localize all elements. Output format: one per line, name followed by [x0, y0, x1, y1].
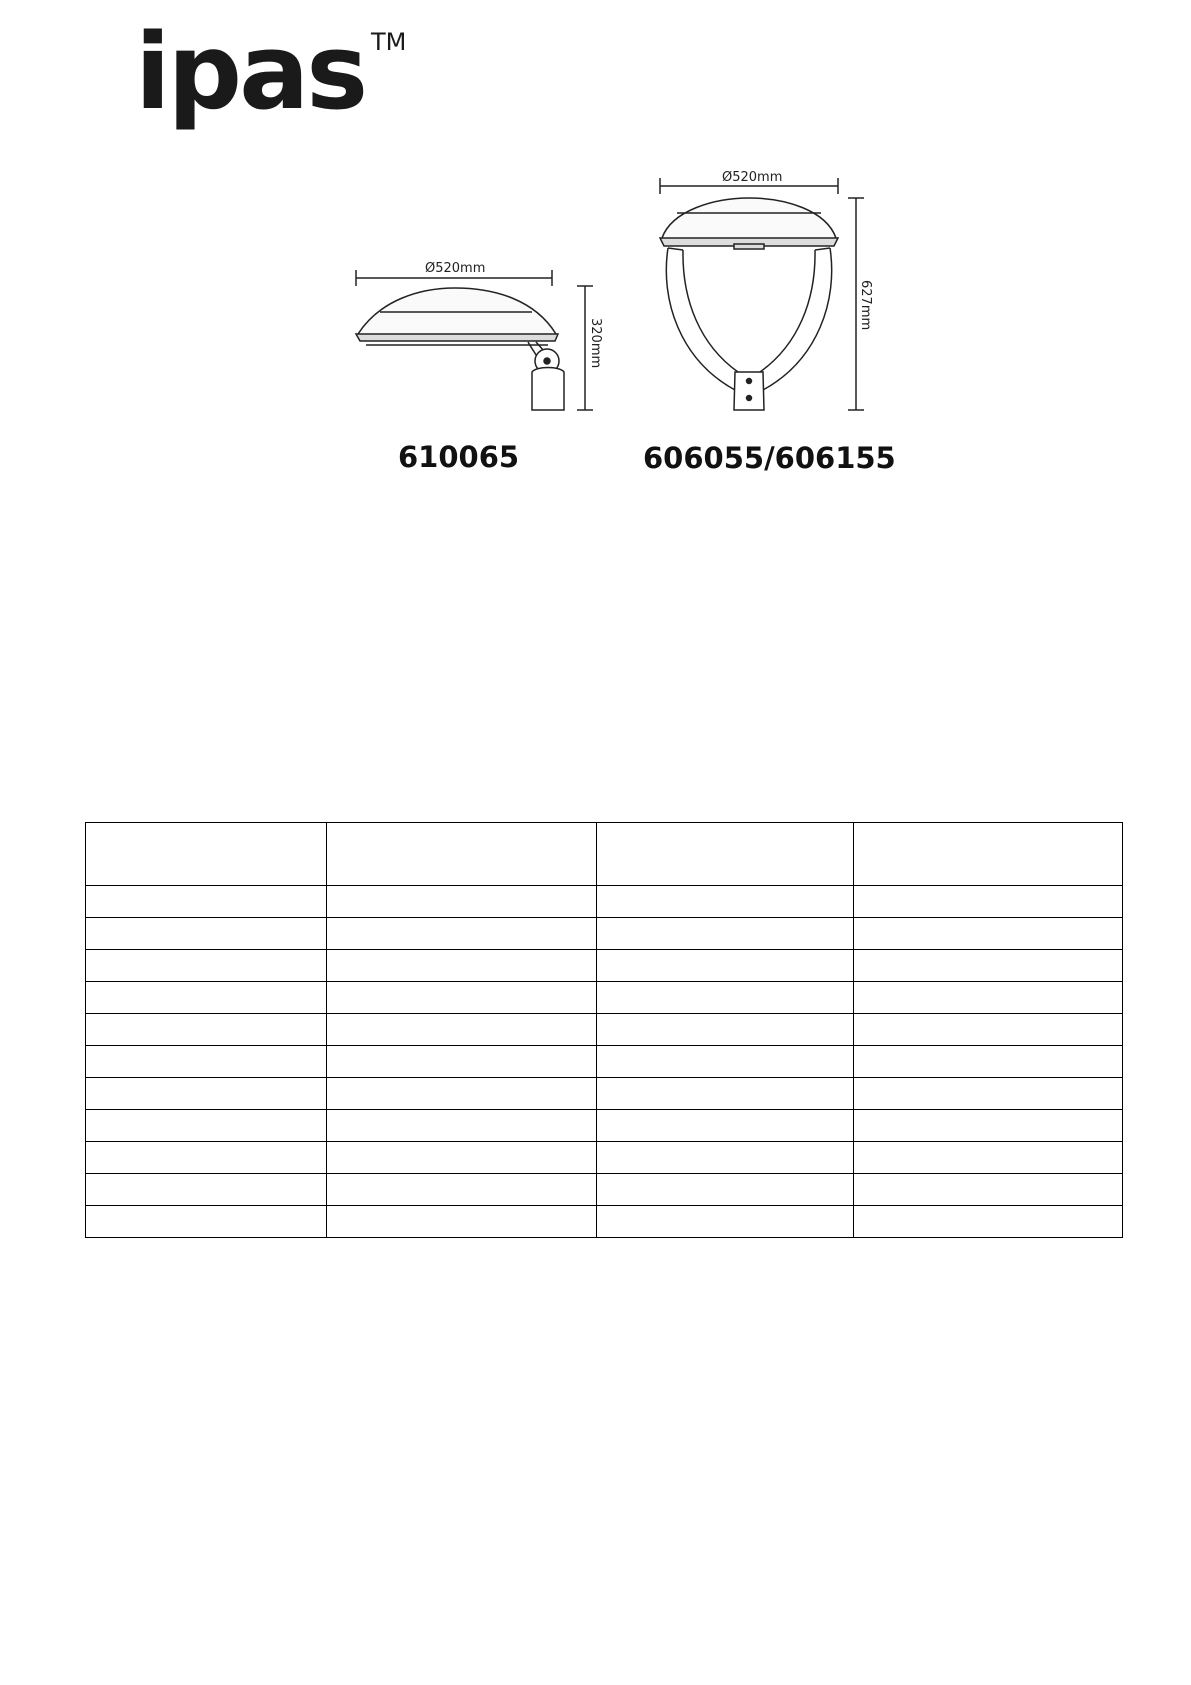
lamp-606055-drawing — [660, 178, 864, 410]
table-row — [86, 1206, 1123, 1238]
lamp-610065-height: 320mm — [588, 318, 603, 369]
table-cell — [327, 1110, 597, 1142]
table-cell — [854, 886, 1123, 918]
model-label-606055-606155: 606055/606155 — [643, 441, 896, 475]
table-row — [86, 886, 1123, 918]
table-cell — [854, 982, 1123, 1014]
table-cell — [597, 1014, 854, 1046]
table-cell — [327, 886, 597, 918]
table-cell — [327, 1206, 597, 1238]
spec-table — [85, 822, 1123, 1238]
table-cell — [327, 918, 597, 950]
table-cell — [327, 1078, 597, 1110]
table-row — [86, 950, 1123, 982]
table-cell — [597, 1142, 854, 1174]
table-cell — [597, 1078, 854, 1110]
table-row — [86, 918, 1123, 950]
table-cell — [597, 823, 854, 886]
table-cell — [86, 1014, 327, 1046]
table-cell — [597, 1110, 854, 1142]
table-cell — [86, 982, 327, 1014]
table-row — [86, 982, 1123, 1014]
table-cell — [327, 982, 597, 1014]
table-cell — [597, 886, 854, 918]
table-cell — [86, 950, 327, 982]
table-cell — [854, 1078, 1123, 1110]
logo-wordmark: ipas — [135, 11, 366, 133]
table-cell — [327, 950, 597, 982]
table-cell — [86, 1046, 327, 1078]
table-cell — [597, 982, 854, 1014]
table-cell — [327, 1046, 597, 1078]
table-cell — [86, 886, 327, 918]
table-cell — [86, 1206, 327, 1238]
table-cell — [854, 1206, 1123, 1238]
table-cell — [854, 1046, 1123, 1078]
table-cell — [327, 1014, 597, 1046]
table-cell — [327, 1174, 597, 1206]
table-cell — [597, 950, 854, 982]
table-cell — [327, 1142, 597, 1174]
table-cell — [327, 823, 597, 886]
table-cell — [854, 1142, 1123, 1174]
table-cell — [86, 1078, 327, 1110]
lamp-610065-drawing — [356, 270, 593, 410]
table-cell — [854, 918, 1123, 950]
lamp-606055-height: 627mm — [858, 280, 873, 331]
trademark-mark: TM — [371, 28, 407, 56]
table-row — [86, 1078, 1123, 1110]
table-cell — [597, 1174, 854, 1206]
product-drawings — [0, 0, 1191, 470]
table-cell — [86, 1110, 327, 1142]
table-cell — [86, 1142, 327, 1174]
table-cell — [854, 950, 1123, 982]
table-row — [86, 1110, 1123, 1142]
table-cell — [597, 1046, 854, 1078]
table-cell — [597, 918, 854, 950]
model-label-610065: 610065 — [398, 440, 520, 474]
table-cell — [854, 823, 1123, 886]
table-cell — [854, 1014, 1123, 1046]
table-cell — [86, 823, 327, 886]
table-cell — [854, 1110, 1123, 1142]
table-row — [86, 1046, 1123, 1078]
table-cell — [597, 1206, 854, 1238]
table-row — [86, 1174, 1123, 1206]
table-row — [86, 1142, 1123, 1174]
table-cell — [86, 918, 327, 950]
table-row — [86, 1014, 1123, 1046]
table-cell — [86, 1174, 327, 1206]
table-header-row — [86, 823, 1123, 886]
lamp-606055-diameter: Ø520mm — [722, 170, 783, 185]
table-cell — [854, 1174, 1123, 1206]
lamp-610065-diameter: Ø520mm — [425, 261, 486, 276]
